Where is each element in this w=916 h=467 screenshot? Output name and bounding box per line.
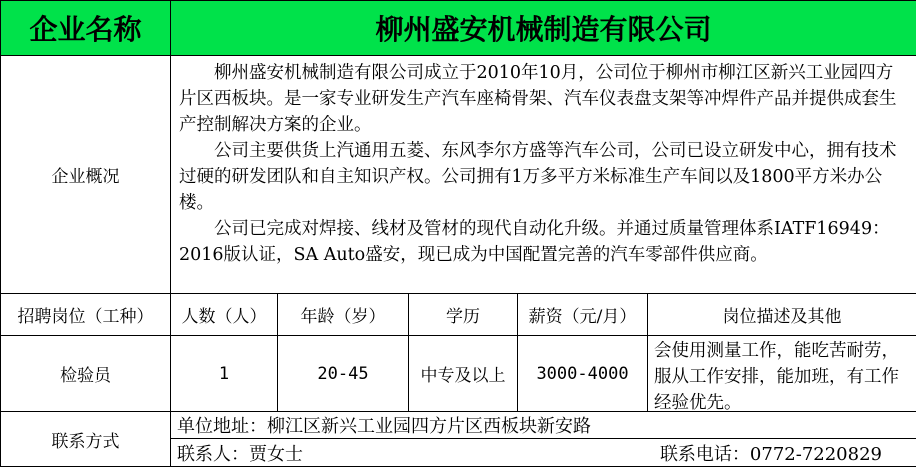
col-header-salary [518, 294, 648, 336]
col-header-salary-text: 薪资（元/月） [528, 307, 637, 327]
col-header-description-text: 岗位描述及其他 [722, 307, 842, 327]
overview-paragraph: 公司已完成对焊接、线材及管材的现代自动化升级。并通过质量管理体系IATF16949：2016版认证，SA Auto盛安，现已成为中国配置完善的汽车零部件供应商。 [179, 219, 890, 265]
col-header-position-text: 招聘岗位（工种） [17, 307, 154, 327]
col-header-education-text: 学历 [446, 307, 480, 327]
job-description-text: 会使用测量工作，能吃苦耐劳，服从工作安排，能加班，有工作经验优先。 [654, 341, 899, 412]
job-education-text: 中专及以上 [420, 366, 506, 386]
job-position-text: 检验员 [60, 366, 111, 386]
job-salary-text: 3000-4000 [536, 363, 629, 384]
company-name-label [0, 0, 171, 56]
contact-label-text: 联系方式 [51, 431, 120, 452]
job-salary [518, 336, 648, 412]
contact-person-row [171, 439, 916, 467]
overview-paragraph: 柳州盛安机械制造有限公司成立于2010年10月，公司位于柳州市柳江区新兴工业园四方片区西板块。是一家专业研发生产汽车座椅骨架、汽车仪表盘支架等冲焊件产品并提供成套生产控制解决方案的企业。 [179, 63, 897, 135]
col-header-count [171, 294, 278, 336]
overview-label [0, 56, 171, 294]
col-header-age-text: 年龄（岁） [300, 307, 386, 327]
contact-address-text: 单位地址：柳江区新兴工业园四方片区西板块新安路 [177, 416, 591, 437]
col-header-age [278, 294, 409, 336]
overview-paragraph: 公司主要供货上汽通用五菱、东风李尔方盛等汽车公司，公司已设立研发中心，拥有技术过硬的研发团队和自主知识产权。公司拥有1万多平方米标准生产车间以及1800平方米办公楼。 [179, 141, 897, 213]
col-header-count-text: 人数（人） [181, 307, 267, 327]
job-position [0, 336, 171, 412]
job-age [278, 336, 409, 412]
contact-label [0, 412, 171, 467]
contact-address [171, 412, 916, 439]
overview-label-text: 企业概况 [51, 167, 120, 187]
overview-content [171, 56, 916, 294]
col-header-position [0, 294, 171, 336]
company-name [171, 0, 916, 56]
job-age-text: 20-45 [317, 363, 369, 384]
contact-phone-text: 联系电话：0772-7220829 [659, 443, 882, 465]
job-description [648, 336, 916, 412]
company-name-label-text: 企业名称 [29, 13, 142, 46]
job-count [171, 336, 278, 412]
company-name-text: 柳州盛安机械制造有限公司 [375, 13, 712, 46]
col-header-education [409, 294, 518, 336]
col-header-description [648, 294, 916, 336]
contact-person-text: 联系人：贾女士 [177, 443, 303, 465]
job-count-text: 1 [218, 363, 230, 384]
job-education [409, 336, 518, 412]
